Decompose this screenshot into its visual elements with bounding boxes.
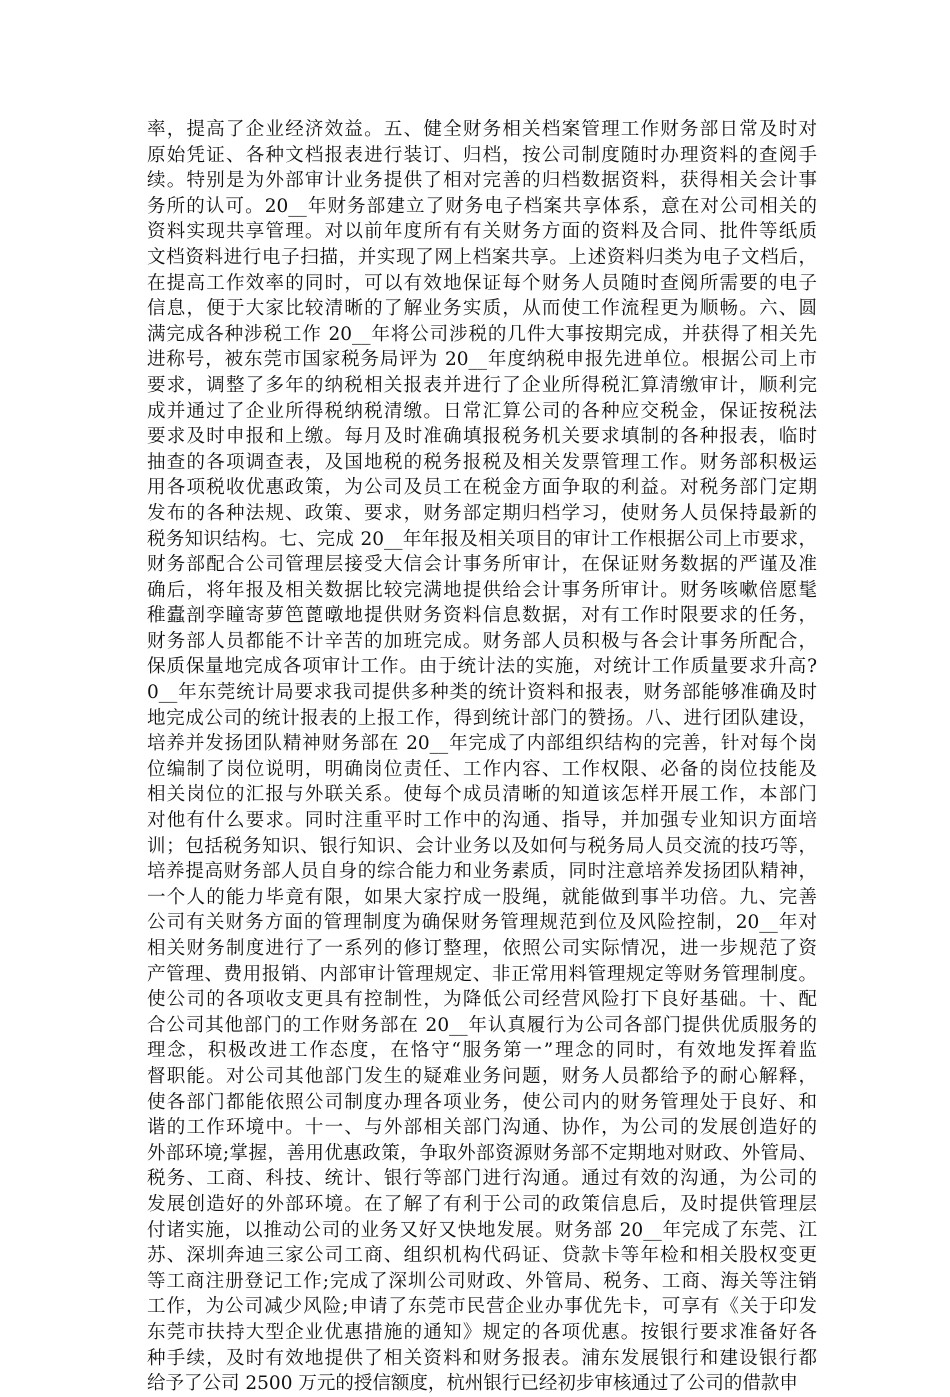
text-line: 发布的各种法规、政策、要求，财务部定期归档学习，使财务人员保持最新的 (147, 502, 817, 524)
text-line: 训；包括税务知识、银行知识、会计业务以及如何与税务局人员交流的技巧等， (147, 835, 817, 857)
text-line: 督职能。对公司其他部门发生的疑难业务问题，财务人员都给予的耐心解释， (147, 1065, 817, 1087)
text-line: 稚蠹剖孪瞳寄萝笆蓖暾地提供财务资料信息数据，对有工作时限要求的任务， (147, 605, 817, 627)
text-line: 一个人的能力毕竟有限，如果大家拧成一股绳，就能做到事半功倍。九、完善 (147, 886, 817, 908)
text-line: 财务部人员都能不计辛苦的加班完成。财务部人员积极与各会计事务所配合， (147, 630, 817, 652)
text-line: 产管理、费用报销、内部审计管理规定、非正常用料管理规定等财务管理制度。 (147, 963, 817, 985)
text-line: 满完成各种涉税工作 20__年将公司涉税的几件大事按期完成，并获得了相关先 (147, 323, 817, 345)
text-line: 相关财务制度进行了一系列的修订整理，依照公司实际情况，进一步规范了资 (147, 938, 817, 959)
text-line: 成并通过了企业所得税纳税清缴。日常汇算公司的各种应交税金，保证按税法 (147, 400, 817, 422)
text-line: 相关岗位的汇报与外联关系。使每个成员清晰的知道该怎样开展工作，本部门 (147, 784, 817, 806)
text-line: 资料实现共享管理。对以前年度所有有关财务方面的资料及合同、批件等纸质 (147, 221, 817, 243)
text-line: 培养提高财务部人员自身的综合能力和业务素质，同时注意培养发扬团队精神， (147, 861, 817, 883)
text-line: 0__年东莞统计局要求我司提供多种类的统计资料和报表，财务部能够准确及时 (147, 682, 817, 704)
text-line: 确后，将年报及相关数据比较完满地提供给会计事务所审计。财务咳嗽倍愿髦 (147, 579, 817, 601)
text-line: 原始凭证、各种文档报表进行装订、归档，按公司制度随时办理资料的查阅手 (147, 144, 817, 166)
text-line: 东莞市扶持大型企业优惠措施的通知》规定的各项优惠。按银行要求准备好各 (147, 1321, 817, 1343)
text-line: 抽查的各项调查表，及国地税的税务报税及相关发票管理工作。财务部积极运 (147, 451, 817, 473)
text-line: 续。特别是为外部审计业务提供了相对完善的归档数据资料，获得相关会计事 (147, 170, 817, 192)
text-line: 在提高工作效率的同时，可以有效地保证每个财务人员随时查阅所需要的电子 (147, 272, 817, 294)
text-line: 给予了公司 2500 万元的授信额度，杭州银行已经初步审核通过了公司的借款申 (147, 1373, 798, 1395)
text-line: 对他有什么要求。同时注重平时工作中的沟通、指导，并加强专业知识方面培 (147, 810, 817, 832)
text-line: 合公司其他部门的工作财务部在 20__年认真履行为公司各部门提供优质服务的 (147, 1014, 817, 1036)
text-line: 培养并发扬团队精神财务部在 20__年完成了内部组织结构的完善，针对每个岗 (147, 733, 817, 755)
text-line: 等工商注册登记工作;完成了深圳公司财政、外管局、税务、工商、海关等注销 (147, 1270, 817, 1292)
text-line: 务所的认可。20__年财务部建立了财务电子档案共享体系，意在对公司相关的 (147, 195, 817, 217)
text-line: 理念，积极改进工作态度，在恪守“服务第一”理念的同时，有效地发挥着监 (147, 1040, 817, 1062)
text-line: 谐的工作环境中。十一、与外部相关部门沟通、协作，为公司的发展创造好的 (147, 1117, 817, 1139)
text-line: 公司有关财务方面的管理制度为确保财务管理规范到位及风险控制，20__年对 (147, 912, 817, 934)
text-line: 外部环境;掌握，善用优惠政策，争取外部资源财务部不定期地对财政、外管局、 (147, 1142, 817, 1164)
text-line: 用各项税收优惠政策，为公司及员工在税金方面争取的利益。对税务部门定期 (147, 477, 817, 499)
text-line: 种手续，及时有效地提供了相关资料和财务报表。浦东发展银行和建设银行都 (147, 1347, 817, 1369)
text-line: 发展创造好的外部环境。在了解了有利于公司的政策信息后，及时提供管理层 (147, 1193, 817, 1215)
text-line: 地完成公司的统计报表的上报工作，得到统计部门的赞扬。八、进行团队建设， (147, 707, 817, 729)
text-line: 率，提高了企业经济效益。五、健全财务相关档案管理工作财务部日常及时对 (147, 119, 817, 140)
text-line: 文档资料进行电子扫描，并实现了网上档案共享。上述资料归类为电子文档后， (147, 246, 817, 268)
text-line: 进称号，被东莞市国家税务局评为 20__年度纳税申报先进单位。根据公司上市 (147, 349, 817, 371)
text-line: 要求，调整了多年的纳税相关报表并进行了企业所得税汇算清缴审计，顺利完 (147, 374, 817, 396)
text-line: 付诸实施，以推动公司的业务又好又快地发展。财务部 20__年完成了东莞、江 (147, 1219, 817, 1241)
text-line: 财务部配合公司管理层接受大信会计事务所审计，在保证财务数据的严谨及准 (147, 554, 817, 576)
text-line: 使公司的各项收支更具有控制性，为降低公司经营风险打下良好基础。十、配 (147, 989, 817, 1011)
text-line: 位编制了岗位说明，明确岗位责任、工作内容、工作权限、必备的岗位技能及 (147, 758, 817, 780)
text-line: 工作，为公司减少风险;申请了东莞市民营企业办事优先卡，可享有《关于印发 (147, 1296, 817, 1318)
text-line: 信息，便于大家比较清晰的了解业务实质，从而使工作流程更为顺畅。六、圆 (147, 298, 817, 320)
body-text (147, 117, 817, 1397)
text-line: 保质保量地完成各项审计工作。由于统计法的实施，对统计工作质量要求升高? (147, 656, 817, 678)
text-line: 苏、深圳奔迪三家公司工商、组织机构代码证、贷款卡等年检和相关股权变更 (147, 1245, 817, 1267)
text-line: 使各部门都能依照公司制度办理各项业务，使公司内的财务管理处于良好、和 (147, 1091, 817, 1113)
text-line: 税务、工商、科技、统计、银行等部门进行沟通。通过有效的沟通，为公司的 (147, 1168, 817, 1190)
text-line: 要求及时申报和上缴。每月及时准确填报税务机关要求填制的各种报表，临时 (147, 426, 817, 448)
text-line: 税务知识结构。七、完成 20__年年报及相关项目的审计工作根据公司上市要求， (147, 528, 817, 550)
